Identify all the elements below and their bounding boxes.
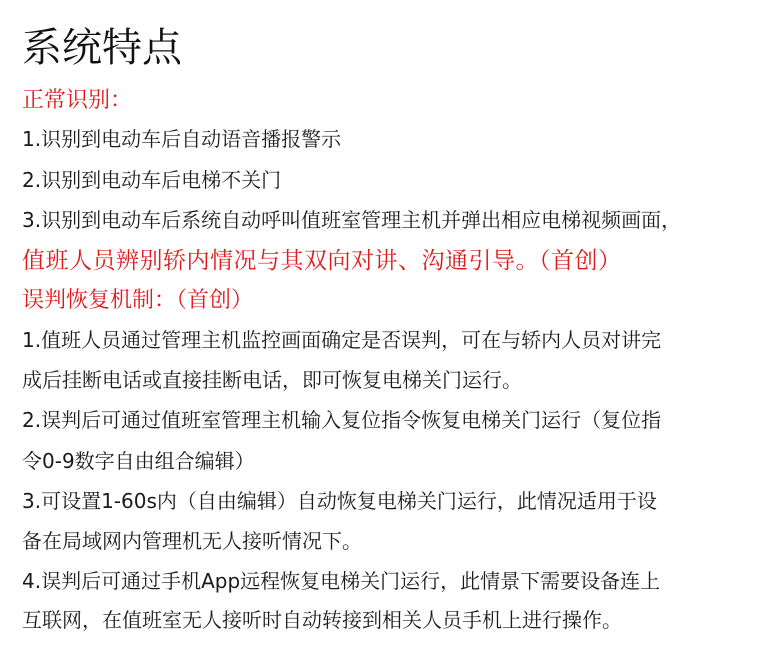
normal-item-2: 2.识别到电动车后电梯不关门 [22,168,282,192]
normal-recognition-heading: 正常识别： [22,88,133,113]
normal-emphasis-text: 值班人员辨别轿内情况与其双向对讲、沟通引导。（首创） [22,248,622,274]
misjudge-recovery-heading: 误判恢复机制：（首创） [22,288,254,313]
misjudge-line-6: 备在局域网内管理机无人接听情况下。 [22,529,362,553]
page-title: 系统特点 [22,25,182,71]
misjudge-line-8: 互联网，在值班室无人接听时自动转接到相关人员手机上进行操作。 [22,608,622,632]
misjudge-line-4: 令0-9数字自由组合编辑） [22,449,255,473]
normal-item-1: 1.识别到电动车后自动语音播报警示 [22,127,342,151]
misjudge-line-1: 1.值班人员通过管理主机监控画面确定是否误判，可在与轿内人员对讲完 [22,328,662,352]
misjudge-line-5: 3.可设置1-60s内（自由编辑）自动恢复电梯关门运行，此情况适用于设 [22,489,657,513]
misjudge-line-3: 2.误判后可通过值班室管理主机输入复位指令恢复电梯关门运行（复位指 [22,408,662,432]
normal-item-3: 3.识别到电动车后系统自动呼叫值班室管理主机并弹出相应电梯视频画面， [22,208,682,232]
misjudge-line-7: 4.误判后可通过手机App远程恢复电梯关门运行，此情景下需要设备连上 [22,569,661,593]
misjudge-line-2: 成后挂断电话或直接挂断电话，即可恢复电梯关门运行。 [22,368,522,392]
